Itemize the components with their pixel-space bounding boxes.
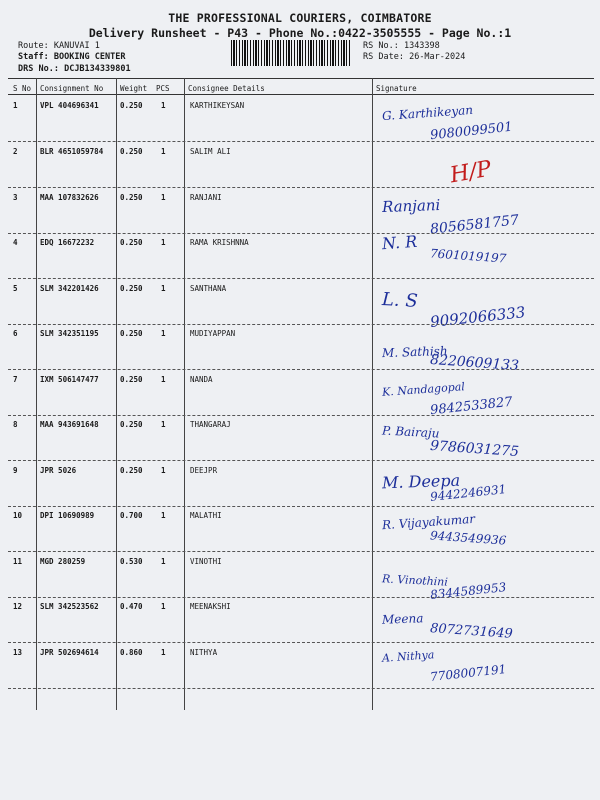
row-pcs: 1: [161, 557, 166, 566]
rs-date-line: [363, 52, 465, 62]
row-consignment-no: JPR 502694614: [40, 648, 99, 657]
row-signature-phone: 9786031275: [429, 437, 520, 461]
row-pcs: 1: [161, 648, 166, 657]
row-weight: 0.250: [120, 420, 143, 429]
document-subtitle: Delivery Runsheet - P43 - Phone No.:0422-3505555 - Page No.:1: [88, 26, 512, 40]
row-signature-phone: 9443549936: [429, 528, 507, 548]
row-pcs: 1: [161, 238, 166, 247]
row-consignment-no: MAA 107832626: [40, 193, 99, 202]
row-consignee: KARTHIKEYSAN: [190, 101, 245, 110]
staff-value: BOOKING CENTER: [53, 52, 126, 62]
row-consignee: SALIM ALI: [190, 147, 231, 156]
rs-no-label: RS No.:: [363, 41, 399, 51]
row-sno: 12: [13, 602, 23, 611]
row-weight: 0.250: [120, 101, 143, 110]
row-signature-name: Ranjani: [381, 195, 441, 217]
hp-stamp: H/P: [448, 156, 494, 189]
row-pcs: 1: [161, 329, 166, 338]
row-signature-name: G. Karthikeyan: [381, 102, 474, 124]
column-divider: [184, 78, 185, 710]
row-signature-phone: 8220609133: [429, 351, 520, 375]
column-divider: [116, 78, 117, 710]
row-consignee: SANTHANA: [190, 284, 227, 293]
row-separator: [8, 688, 594, 689]
row-signature-name: K. Nandagopal: [381, 380, 466, 399]
row-sno: 9: [13, 466, 18, 475]
row-consignee: DEEJPR: [190, 466, 218, 475]
row-consignment-no: MGD 280259: [40, 557, 86, 566]
row-weight: 0.700: [120, 511, 143, 520]
row-consignment-no: DPI 10690989: [40, 511, 95, 520]
staff-label: Staff:: [18, 52, 49, 62]
row-pcs: 1: [161, 147, 166, 156]
col-header-consignee: Consignee Details: [188, 84, 265, 93]
document-title: THE PROFESSIONAL COURIERS, COIMBATORE: [168, 11, 432, 25]
row-weight: 0.860: [120, 648, 143, 657]
row-consignment-no: SLM 342201426: [40, 284, 99, 293]
row-pcs: 1: [161, 193, 166, 202]
row-signature-phone: 8344589953: [429, 580, 507, 602]
row-consignee: THANGARAJ: [190, 420, 231, 429]
row-pcs: 1: [161, 101, 166, 110]
rs-date-label: RS Date:: [363, 52, 404, 62]
row-signature-phone: 8056581757: [429, 212, 520, 238]
row-consignee: MEENAKSHI: [190, 602, 231, 611]
column-divider: [372, 78, 373, 710]
row-weight: 0.250: [120, 284, 143, 293]
row-sno: 5: [13, 284, 18, 293]
row-consignment-no: JPR 5026: [40, 466, 77, 475]
drs-value: DCJB134339801: [64, 64, 131, 74]
row-consignee: RANJANI: [190, 193, 222, 202]
row-signature-phone: 9442246931: [429, 482, 507, 504]
row-signature-name: A. Nithya: [381, 648, 435, 665]
row-separator: [8, 369, 594, 370]
row-signature-phone: 9080099501: [429, 119, 514, 144]
row-consignment-no: EDQ 16672232: [40, 238, 95, 247]
row-weight: 0.470: [120, 602, 143, 611]
row-consignee: MALATHI: [190, 511, 222, 520]
row-signature-name: N. R: [381, 231, 418, 254]
row-weight: 0.530: [120, 557, 143, 566]
row-consignee: MUDIYAPPAN: [190, 329, 236, 338]
row-separator: [8, 187, 594, 188]
row-signature-name: R. Vijayakumar: [381, 511, 476, 533]
barcode: [231, 40, 351, 66]
col-header-consignment: Consignment No: [40, 84, 104, 93]
row-signature-phone: 8072731649: [429, 621, 514, 642]
row-weight: 0.250: [120, 466, 143, 475]
row-signature-phone: 7708007191: [429, 662, 507, 684]
route-label: Route:: [18, 41, 49, 51]
row-sno: 11: [13, 557, 23, 566]
row-consignment-no: SLM 342523562: [40, 602, 99, 611]
row-sno: 13: [13, 648, 23, 657]
row-consignee: NITHYA: [190, 648, 218, 657]
row-signature-phone: 9092066333: [429, 303, 527, 331]
row-separator: [8, 278, 594, 279]
column-divider: [36, 78, 37, 710]
row-signature-name: M. Deepa: [381, 470, 461, 493]
row-pcs: 1: [161, 466, 166, 475]
row-sno: 6: [13, 329, 18, 338]
col-header-pcs: PCS: [156, 84, 170, 93]
row-pcs: 1: [161, 284, 166, 293]
row-sno: 7: [13, 375, 18, 384]
row-signature-name: P. Bairaju: [381, 423, 440, 441]
row-separator: [8, 506, 594, 507]
row-consignment-no: MAA 943691648: [40, 420, 99, 429]
row-separator: [8, 551, 594, 552]
row-separator: [8, 597, 594, 598]
row-separator: [8, 642, 594, 643]
col-header-weight: Weight: [120, 84, 148, 93]
row-sno: 3: [13, 193, 18, 202]
row-consignment-no: BLR 4651059784: [40, 147, 104, 156]
staff-line: [18, 52, 126, 62]
row-signature-name: R. Vinothini: [381, 572, 449, 589]
route-value: KANUVAI 1: [53, 41, 100, 51]
row-signature-phone: 7601019197: [429, 246, 507, 266]
row-pcs: 1: [161, 602, 166, 611]
rs-no-value: 1343398: [403, 41, 440, 51]
row-consignment-no: IXM 506147477: [40, 375, 99, 384]
row-pcs: 1: [161, 420, 166, 429]
row-consignment-no: VPL 404696341: [40, 101, 99, 110]
row-pcs: 1: [161, 511, 166, 520]
row-weight: 0.250: [120, 375, 143, 384]
row-consignment-no: SLM 342351195: [40, 329, 99, 338]
col-header-sno: S No: [13, 84, 32, 93]
rs-date-value: 26-Mar-2024: [409, 52, 466, 62]
row-sno: 8: [13, 420, 18, 429]
table-header-rule: [8, 94, 594, 95]
row-consignee: NANDA: [190, 375, 213, 384]
drs-line: [18, 64, 131, 74]
row-signature-name: M. Sathish: [381, 343, 448, 361]
rs-no-line: [363, 41, 440, 51]
row-weight: 0.250: [120, 238, 143, 247]
drs-label: DRS No.:: [18, 64, 59, 74]
row-separator: [8, 415, 594, 416]
row-consignee: RAMA KRISHNNA: [190, 238, 249, 247]
row-sno: 1: [13, 101, 18, 110]
row-signature-name: Meena: [381, 611, 424, 627]
row-separator: [8, 141, 594, 142]
row-signature-name: L. S: [381, 289, 419, 312]
table-top-rule: [8, 78, 594, 79]
row-weight: 0.250: [120, 147, 143, 156]
row-sno: 4: [13, 238, 18, 247]
row-signature-phone: 9842533827: [429, 394, 514, 419]
row-sno: 10: [13, 511, 23, 520]
row-separator: [8, 324, 594, 325]
row-pcs: 1: [161, 375, 166, 384]
row-sno: 2: [13, 147, 18, 156]
row-separator: [8, 233, 594, 234]
row-consignee: VINOTHI: [190, 557, 222, 566]
row-weight: 0.250: [120, 193, 143, 202]
route-line: [18, 41, 100, 51]
col-header-signature: Signature: [376, 84, 417, 93]
row-weight: 0.250: [120, 329, 143, 338]
row-separator: [8, 460, 594, 461]
